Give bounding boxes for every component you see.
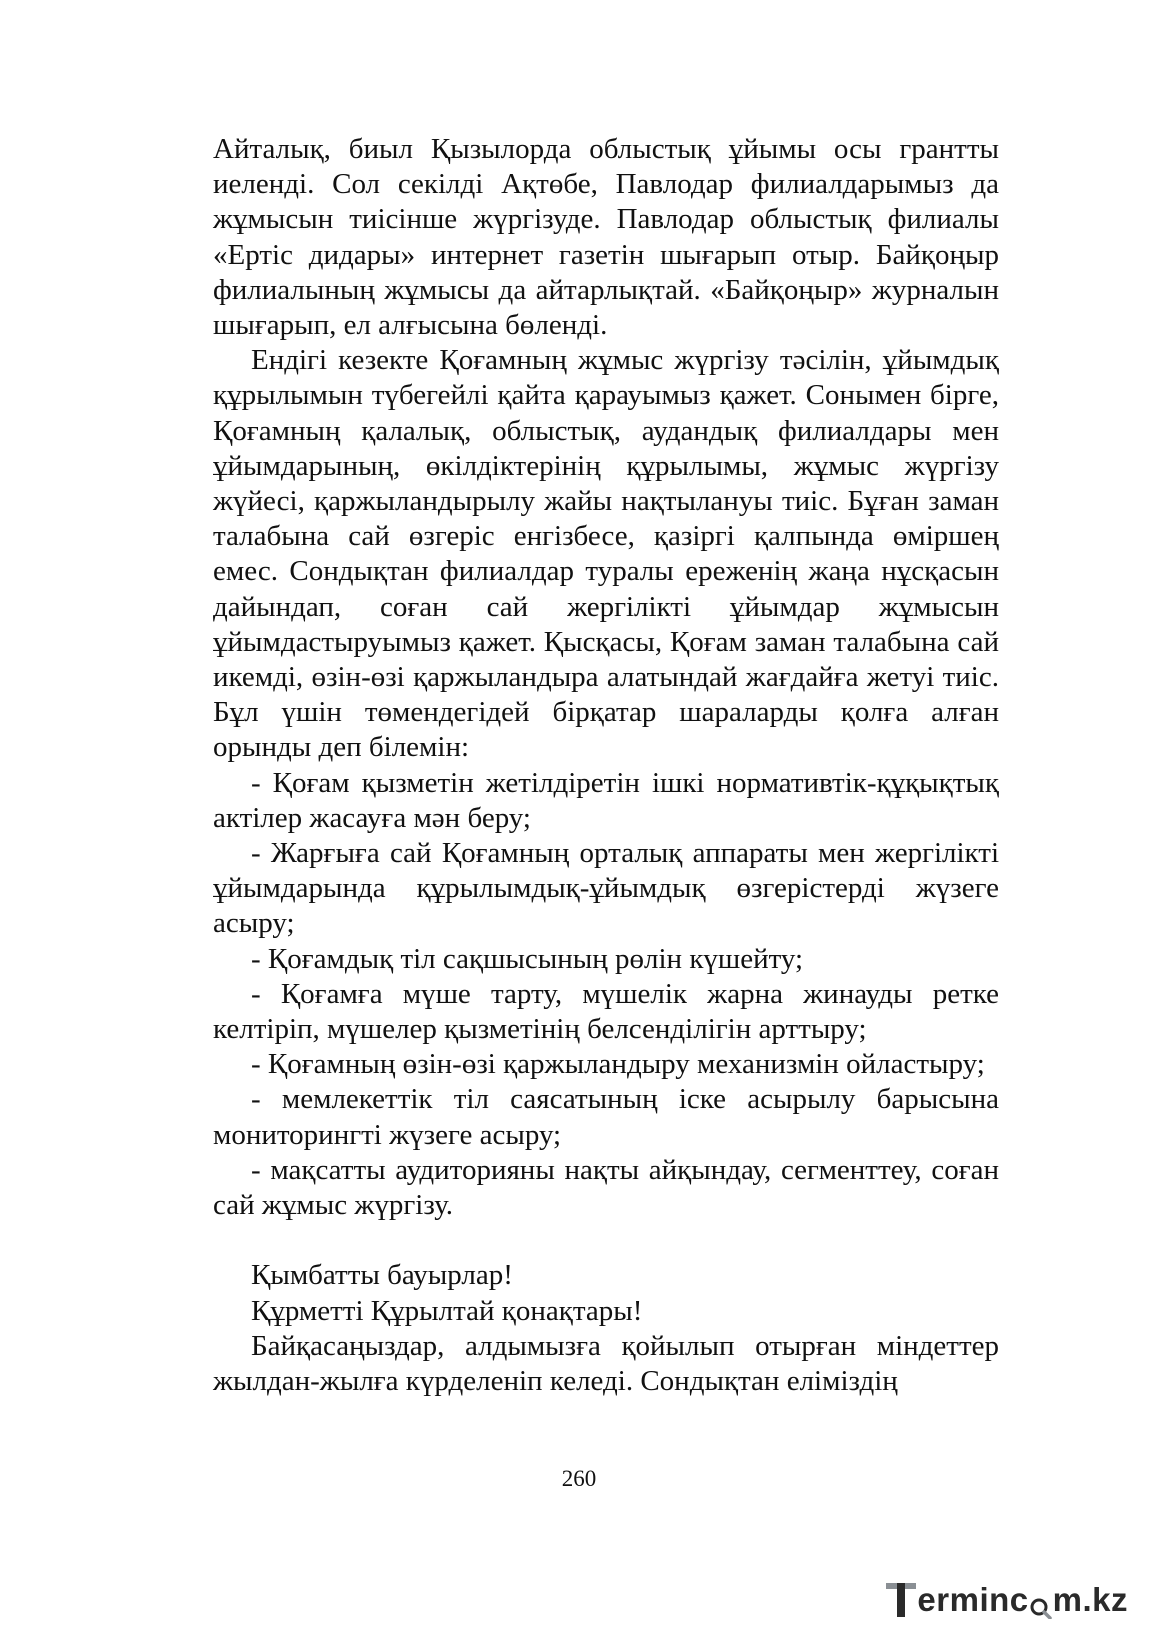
paragraph: Байқасаңыздар, алдымызға қойылып отырған міндеттер жылдан-жылға күрделеніп келеді. Сондықтан еліміздің: [213, 1329, 999, 1397]
list-item: - мемлекеттік тіл саясатының іске асырылу барысына мониторингті жүзеге асыру;: [213, 1083, 999, 1151]
logo-t-mark-icon: [886, 1581, 916, 1619]
logo-text-part: erminc: [917, 1581, 1029, 1618]
document-body: [213, 132, 999, 1399]
watermark-logo: [886, 1575, 1128, 1619]
list-item: - Қоғамдық тіл сақшысының рөлін күшейту;: [251, 942, 804, 975]
list-item: - Қоғамға мүше тарту, мүшелік жарна жинауды ретке келтіріп, мүшелер қызметінің белсенділігін арттыру;: [213, 977, 999, 1046]
list-item: - Қоғамның өзін-өзі қаржыландыру механизмін ойластыру;: [251, 1048, 985, 1081]
list-item: - Қоғам қызметін жетілдіретін ішкі нормативтік-құқықтық актілер жасауға мән беру;: [213, 766, 999, 834]
salutation: Қымбатты бауырлар!: [251, 1259, 513, 1292]
page-number: 260: [561, 1466, 597, 1491]
section-gap: [213, 1223, 999, 1258]
list-item: - мақсатты аудиторияны нақты айқындау, сегменттеу, соған сай жұмыс жүргізу.: [213, 1153, 999, 1222]
magnifier-icon: [1030, 1595, 1052, 1619]
paragraph: Ендігі кезекте Қоғамның жұмыс жүргізу тәсілін, ұйымдық құрылымын түбегейлі қайта қарауымыз қажет. Сонымен бірге, Қоғамның қалалық, облыстық, аудандық филиалдары мен ұйымдарының, өкілдіктерінің құрылымы, жұмыс жүргізу жүйесі, қаржыландырылу жайы нақтылануы тиіс. Бұған заман талабына сай өзгеріс енгізбесе, қазіргі қалпында өміршең емес. Сондықтан филиалдар туралы ереженің жаңа нұсқасын дайындап, соған сай жергілікті ұйымдар жұмысын ұйымдастыруымыз қажет. Қысқасы, Қоғам заман талабына сай икемді, өзін-өзі қаржыландыра алатындай жағдайға жетуі тиіс. Бұл үшін төмендегідей бірқатар шараларды қолға алған орынды деп білемін:: [213, 344, 999, 764]
list-item: - Жарғыға сай Қоғамның орталық аппараты мен жергілікті ұйымдарында құрылымдық-ұйымдық өзгерістерді жүзеге асыру;: [213, 837, 999, 940]
logo-text-part: m.kz: [1052, 1581, 1128, 1618]
paragraph: Айталық, биыл Қызылорда облыстық ұйымы осы грантты иеленді. Сол секілді Ақтөбе, Павлодар филиалдарымыз да жұмысын тиісінше жүргізуде. Павлодар облыстық филиалы «Ертіс дидары» интернет газетін шығарып отыр. Байқоңыр филиалының жұмысы да айтарлықтай. «Байқоңыр» журналын шығарып, ел алғысына бөленді.: [213, 133, 999, 342]
salutation: Құрметті Құрылтай қонақтары!: [251, 1294, 643, 1327]
